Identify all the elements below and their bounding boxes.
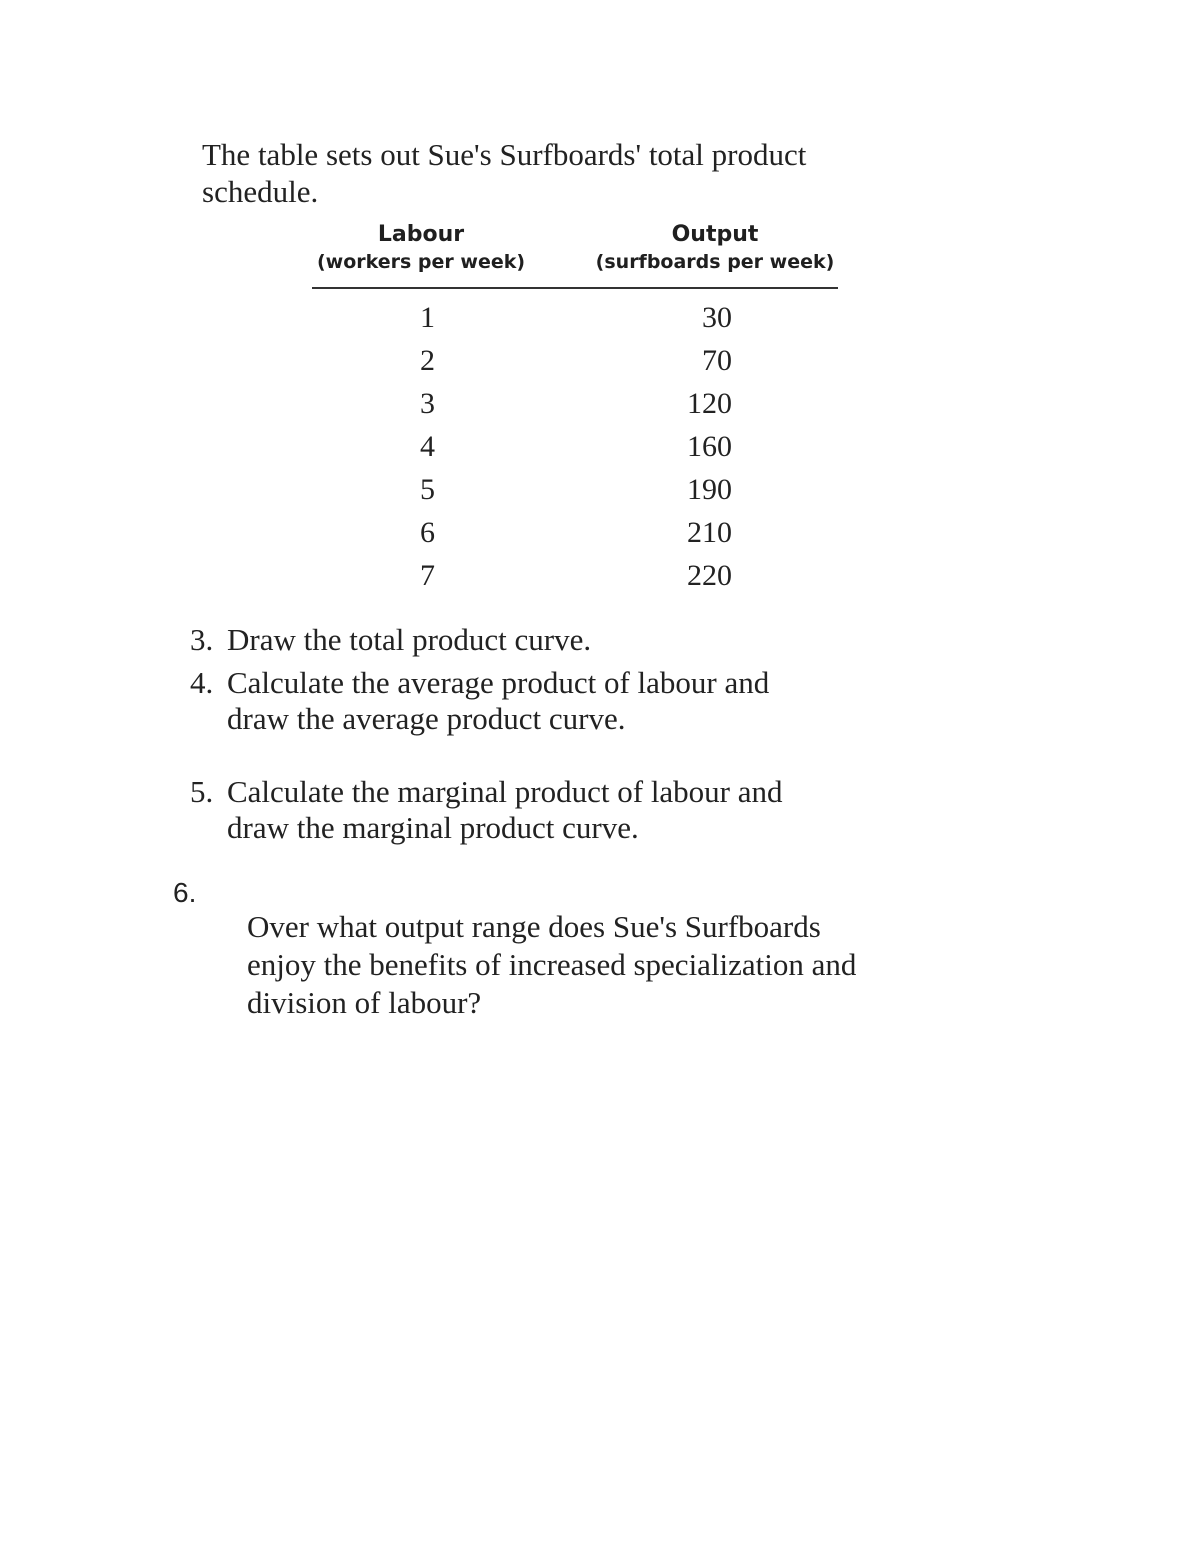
output-cell: 120 [687,387,732,420]
table-header-rule [312,287,838,289]
labour-cell: 5 [420,473,435,506]
labour-cell: 6 [420,516,435,549]
table-row [0,429,1200,472]
question-5 [190,774,890,854]
table-row [0,472,1200,515]
table-row [0,386,1200,429]
output-cell: 190 [687,473,732,506]
labour-cell: 1 [420,301,435,334]
table-row [0,558,1200,601]
output-cell: 220 [687,559,732,592]
header-output-name: Output [671,222,759,247]
question-text: Calculate the marginal product of labour and draw the marginal product curve. [227,774,783,845]
question-text: Calculate the average product of labour and draw the average product curve. [227,665,770,736]
question-number: 4. [190,665,214,700]
question-6-number: 6. [173,877,197,908]
question-3 [190,622,890,662]
table-header-labour [312,221,530,275]
labour-cell: 7 [420,559,435,592]
table-row [0,343,1200,386]
question-number: 3. [190,622,214,657]
header-labour-name: Labour [377,222,465,247]
output-cell: 30 [702,301,732,334]
header-output-unit: (surfboards per week) [595,251,835,273]
output-cell: 210 [687,516,732,549]
table-header-output [590,221,840,275]
question-number: 5. [190,774,214,809]
question-4 [190,665,890,745]
labour-cell: 3 [420,387,435,420]
table-row [0,515,1200,558]
header-labour-unit: (workers per week) [316,251,526,273]
question-text: Draw the total product curve. [227,622,592,657]
output-cell: 70 [702,344,732,377]
intro-text: The table sets out Sue's Surfboards' total product schedule. [202,137,807,209]
question-6-text: Over what output range does Sue's Surfboards enjoy the benefits of increased specialization and division of labour? [247,909,857,1020]
table-row [0,300,1200,343]
output-cell: 160 [687,430,732,463]
labour-cell: 2 [420,344,435,377]
labour-cell: 4 [420,430,435,463]
